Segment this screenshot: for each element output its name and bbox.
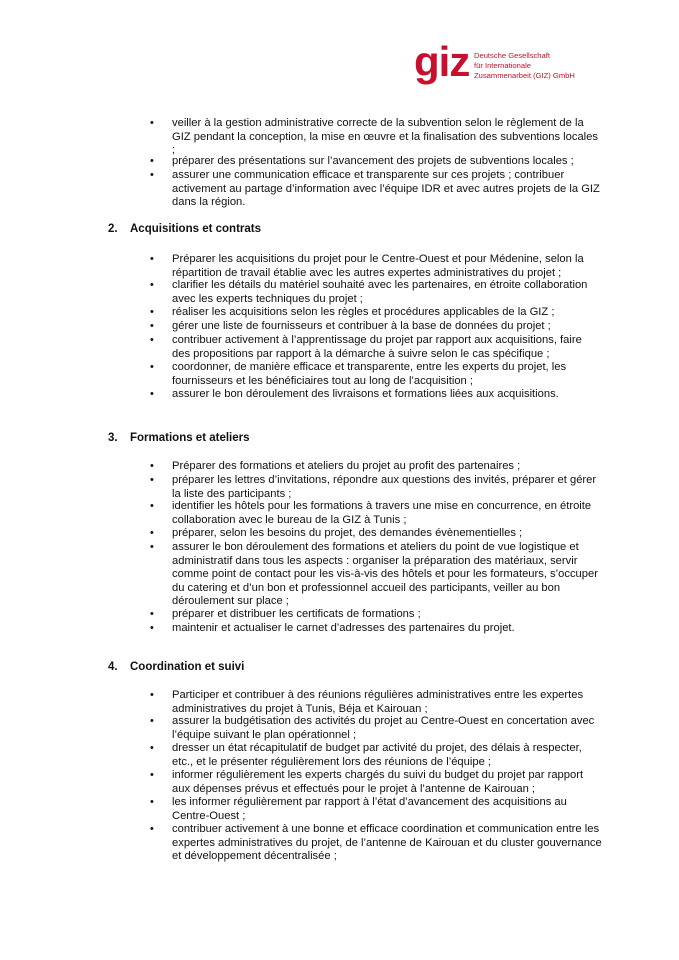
list-item: • identifier les hôtels pour les formations à travers une mise en concurrence, en étroite collaboration avec le bureau de la GIZ à Tunis ;	[150, 500, 592, 526]
bullet-icon: •	[150, 474, 154, 486]
section-heading: 3. Formations et ateliers	[108, 432, 250, 444]
list-item: • coordonner, de manière efficace et transparente, entre les experts du projet, les fournisseurs et les bénéficiaires tout au long de l’acquisition ;	[150, 361, 567, 387]
list-item: • Participer et contribuer à des réunions régulières administratives entre les expertes administratives du projet à Tunis, Béja et Kairouan ;	[150, 689, 584, 715]
bullet-icon: •	[150, 117, 154, 129]
bullet-icon: •	[150, 500, 154, 512]
list-item: • gérer une liste de fournisseurs et contribuer à la base de données du projet ;	[150, 320, 551, 332]
list-item: • maintenir et actualiser le carnet d’adresses des partenaires du projet.	[150, 622, 515, 634]
list-item: • Préparer des formations et ateliers du projet au profit des partenaires ;	[150, 460, 521, 472]
logo-wordmark: giz	[414, 38, 470, 85]
list-item: • assurer le bon déroulement des livraisons et formations liées aux acquisitions.	[150, 388, 559, 400]
list-item: • réaliser les acquisitions selon les règles et procédures applicables de la GIZ ;	[150, 306, 555, 318]
bullet-icon: •	[150, 715, 154, 727]
list-item: • préparer des présentations sur l’avancement des projets de subventions locales ;	[150, 155, 574, 167]
bullet-icon: •	[150, 306, 154, 318]
list-item: • préparer, selon les besoins du projet, des demandes évènementielles ;	[150, 527, 523, 539]
bullet-icon: •	[150, 689, 154, 701]
bullet-icon: •	[150, 169, 154, 181]
bullet-icon: •	[150, 742, 154, 754]
bullet-icon: •	[150, 527, 154, 539]
section-heading: 4. Coordination et suivi	[108, 661, 245, 673]
bullet-icon: •	[150, 388, 154, 400]
list-item: • assurer la budgétisation des activités du projet au Centre-Ouest en concertation avec l’équipe suivant le plan opérationnel ;	[150, 715, 595, 741]
list-item: • assurer une communication efficace et transparente sur ces projets ; contribuer activement au partage d’information avec l’équipe IDR et avec autres projets de la GIZ dans la région.	[150, 169, 600, 208]
bullet-icon: •	[150, 769, 154, 781]
list-item: • les informer régulièrement par rapport à l’état d’avancement des acquisitions au Centre-Ouest ;	[150, 796, 567, 822]
list-item: • contribuer activement à une bonne et efficace coordination et communication entre les expertes administratives du projet, de l’antenne de Kairouan et du cluster gouvernance et développement décentralisée ;	[150, 823, 602, 862]
bullet-icon: •	[150, 320, 154, 332]
list-item: • informer régulièrement les experts chargés du suivi du budget du projet par rapport aux dépenses prévus et effectués pour le projet à l’antenne de Kairouan ;	[150, 769, 584, 795]
list-item: • préparer les lettres d’invitations, répondre aux questions des invités, préparer et gérer la liste des participants ;	[150, 474, 597, 500]
list-item: • veiller à la gestion administrative correcte de la subvention selon le règlement de la GIZ pendant la conception, la mise en œuvre et la finalisation des subventions locales ;	[150, 117, 598, 156]
bullet-icon: •	[150, 253, 154, 265]
bullet-icon: •	[150, 334, 154, 346]
list-item: • contribuer activement à l’apprentissage du projet par rapport aux acquisitions, faire des propositions par rapport à la démarche à suivre selon le cas spécifique ;	[150, 334, 582, 360]
bullet-icon: •	[150, 541, 154, 553]
list-item: • dresser un état récapitulatif de budget par activité du projet, des délais à respecter, etc., et le présenter régulièrement lors des réunions de l’équipe ;	[150, 742, 582, 768]
bullet-icon: •	[150, 796, 154, 808]
bullet-icon: •	[150, 460, 154, 472]
bullet-icon: •	[150, 622, 154, 634]
bullet-icon: •	[150, 361, 154, 373]
section-heading: 2. Acquisitions et contrats	[108, 223, 261, 235]
bullet-icon: •	[150, 155, 154, 167]
list-item: • préparer et distribuer les certificats de formations ;	[150, 608, 421, 620]
list-item: • assurer le bon déroulement des formations et ateliers du point de vue logistique et administratif dans tous les aspects : organiser la préparation des matériaux, servir comme point de contact pour les vis-à-vis des hôtels et pour les formateurs, s’occuper du catering et d’un bon et professionnel accueil des participants, veiller au bon déroulement sur place ;	[150, 541, 598, 607]
list-item: • clarifier les détails du matériel souhaité avec les partenaires, en étroite collaboration avec les experts techniques du projet ;	[150, 279, 588, 305]
bullet-icon: •	[150, 608, 154, 620]
logo-subtitle: Deutsche Gesellschaft für Internationale Zusammenarbeit (GIZ) GmbH	[474, 51, 575, 80]
bullet-icon: •	[150, 823, 154, 835]
bullet-icon: •	[150, 279, 154, 291]
list-item: • Préparer les acquisitions du projet pour le Centre-Ouest et pour Médenine, selon la répartition de travail établie avec les autres expertes administratives du projet ;	[150, 253, 584, 279]
